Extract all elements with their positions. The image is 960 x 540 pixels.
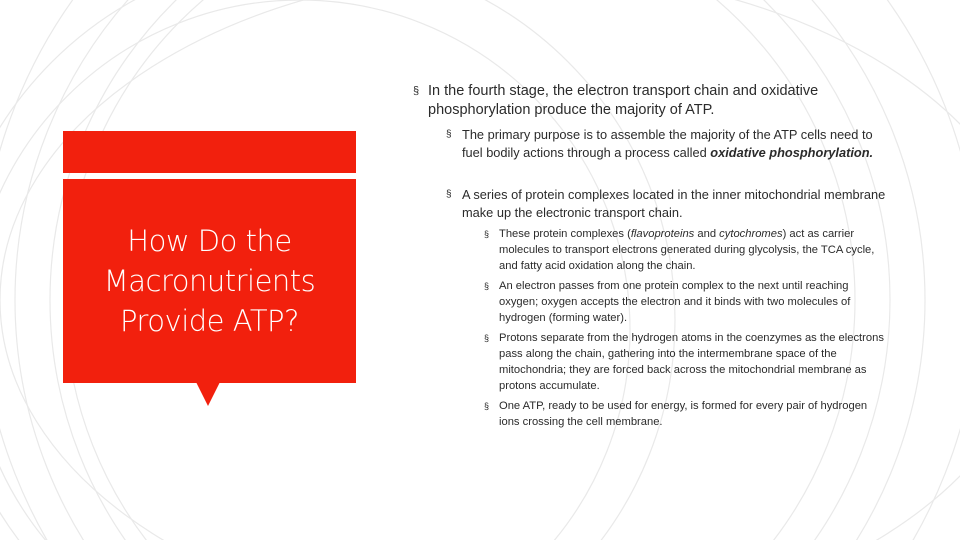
bullet-level3	[484, 398, 884, 430]
bullet-level1	[413, 82, 903, 120]
title-line-2: Macronutrients	[103, 264, 316, 298]
emphasis-term: flavoproteins	[630, 228, 695, 240]
bullet-text: One ATP, ready to be used for energy, is formed for every pair of hydrogen ions crossing the cell membrane.	[499, 400, 868, 428]
bullet-text	[462, 126, 886, 161]
emphasis-term: cytochromes	[719, 228, 783, 240]
bullet-level3	[484, 226, 884, 274]
bullet-marker: §	[446, 189, 452, 200]
bullet-text-part: ) act as carrier molecules to transport electrons generated during glycolysis, the TCA cycle, and fatty acid oxidation along the chain.	[499, 228, 875, 272]
bullet-marker: §	[484, 333, 490, 343]
bullet-text	[499, 226, 884, 274]
bullet-marker: §	[484, 229, 490, 239]
bullet-text: In the fourth stage, the electron transport chain and oxidative phosphorylation produce the majority of ATP.	[428, 83, 819, 118]
bullet-text-part: and	[694, 228, 720, 240]
bullet-level3	[484, 330, 884, 394]
bullet-text: Protons separate from the hydrogen atoms in the coenzymes as the electrons pass along the chain, gathering into the intermembrane space of the mitochondria; they are forced back across the mitochondrial membrane as protons accumulate.	[499, 332, 884, 392]
bullet-level3	[484, 278, 884, 326]
bullet-text: A series of protein complexes located in the inner mitochondrial membrane make up the electronic transport chain.	[462, 187, 886, 220]
bullet-marker: §	[484, 401, 490, 411]
bullet-marker: §	[484, 281, 490, 291]
bullet-marker: §	[413, 85, 420, 97]
title-line-1: How Do the	[127, 224, 292, 258]
title-line-3: Provide ATP?	[120, 304, 299, 338]
bullet-level2	[446, 186, 886, 221]
bullet-text-part: The primary purpose is to assemble the majority of the ATP cells need to fuel bodily actions through a process called	[462, 127, 873, 160]
bullet-level2	[446, 126, 886, 161]
bullet-marker: §	[446, 129, 452, 140]
bullet-text: An electron passes from one protein complex to the next until reaching oxygen; oxygen accepts the electron and it binds with two molecules of hydrogen (forming water).	[499, 280, 851, 324]
bullet-text-part: These protein complexes (	[499, 228, 631, 240]
emphasis-term: oxidative phosphorylation.	[710, 144, 874, 160]
